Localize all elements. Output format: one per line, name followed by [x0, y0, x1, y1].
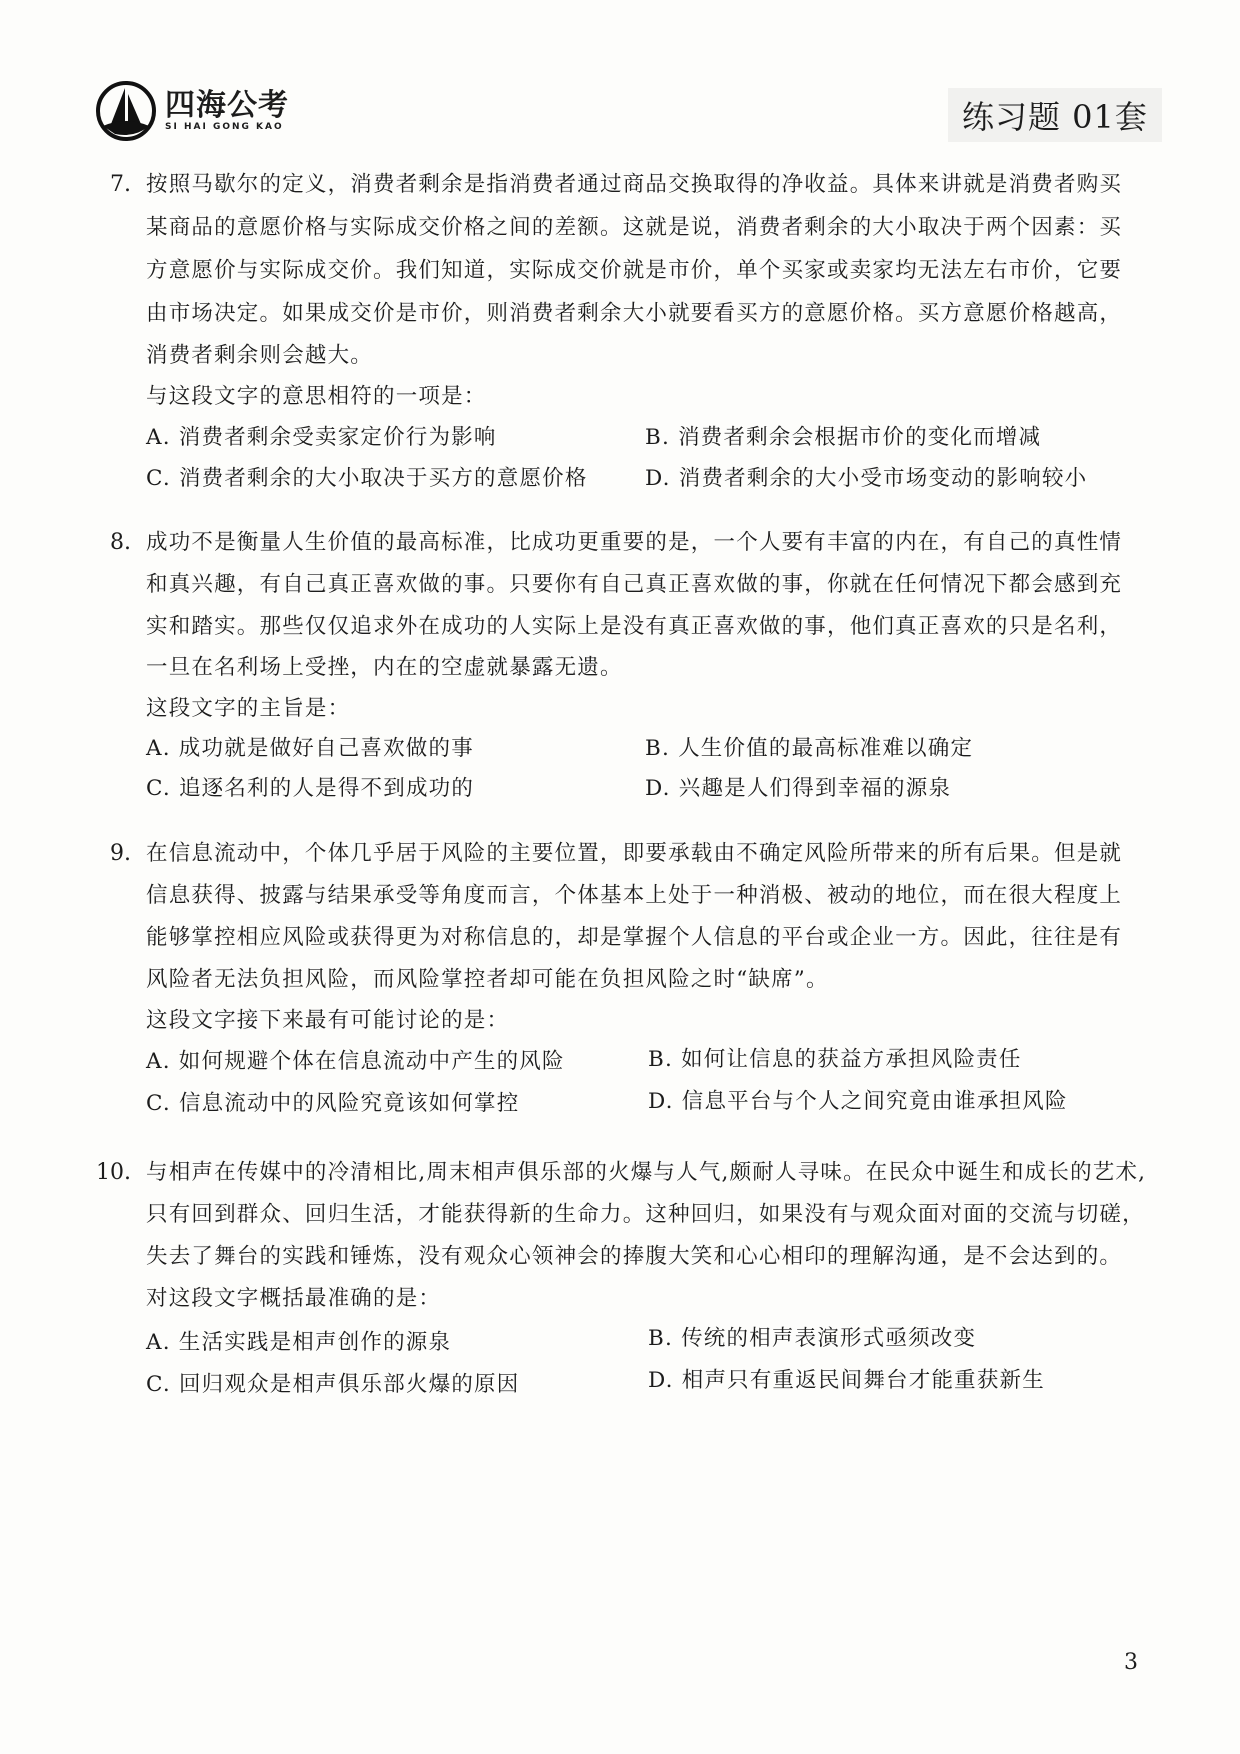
question-number: 8.	[110, 530, 131, 555]
question-prompt: 与这段文字的意思相符的一项是：	[146, 384, 487, 409]
passage-line: 只有回到群众、回归生活，才能获得新的生命力。这种回归，如果没有与观众面对面的交流与切磋，	[146, 1202, 1145, 1227]
passage-line: 信息获得、披露与结果承受等角度而言，个体基本上处于一种消极、被动的地位，而在很大程度上	[146, 883, 1123, 908]
passage-line: 失去了舞台的实践和锤炼，没有观众心领神会的捧腹大笑和心心相印的理解沟通，是不会达到的。	[146, 1244, 1123, 1269]
option-c: C. 消费者剩余的大小取决于买方的意愿价格	[146, 466, 588, 491]
passage-line: 在信息流动中，个体几乎居于风险的主要位置，即要承载由不确定风险所带来的所有后果。但是就	[146, 841, 1123, 866]
option-d: D. 消费者剩余的大小受市场变动的影响较小	[645, 466, 1088, 491]
passage-line: 某商品的意愿价格与实际成交价格之间的差额。这就是说，消费者剩余的大小取决于两个因素：买	[146, 215, 1123, 240]
question-number: 9.	[110, 841, 131, 866]
passage-line: 消费者剩余则会越大。	[146, 343, 374, 368]
option-a: A. 如何规避个体在信息流动中产生的风险	[146, 1049, 565, 1074]
passage-line: 由市场决定。如果成交价是市价，则消费者剩余大小就要看买方的意愿价格。买方意愿价格越高，	[146, 301, 1123, 326]
option-b: B. 消费者剩余会根据市价的变化而增减	[645, 425, 1042, 450]
logo-pinyin-name: SI HAI GONG KAO	[165, 122, 284, 132]
option-c: C. 回归观众是相声俱乐部火爆的原因	[146, 1372, 520, 1397]
option-d: D. 兴趣是人们得到幸福的源泉	[645, 776, 952, 801]
publisher-logo	[95, 80, 289, 142]
passage-line: 实和踏实。那些仅仅追求外在成功的人实际上是没有真正喜欢做的事，他们真正喜欢的只是名利，	[146, 614, 1123, 639]
option-b: B. 传统的相声表演形式亟须改变	[648, 1326, 977, 1351]
question-number: 10.	[96, 1160, 131, 1185]
option-a: A. 成功就是做好自己喜欢做的事	[146, 736, 474, 761]
logo-chinese-name: 四海公考	[165, 88, 289, 123]
option-c: C. 追逐名利的人是得不到成功的	[146, 776, 475, 801]
page-number: 3	[1124, 1650, 1138, 1675]
option-a: A. 生活实践是相声创作的源泉	[146, 1330, 452, 1355]
passage-line: 能够掌控相应风险或获得更为对称信息的，却是掌握个人信息的平台或企业一方。因此，往往是有	[146, 925, 1123, 950]
passage-line: 方意愿价与实际成交价。我们知道，实际成交价就是市价，单个买家或卖家均无法左右市价，它要	[146, 258, 1123, 283]
question-prompt: 这段文字接下来最有可能讨论的是：	[146, 1008, 510, 1033]
option-d: D. 信息平台与个人之间究竟由谁承担风险	[648, 1089, 1068, 1114]
question-prompt: 对这段文字概括最准确的是：	[146, 1286, 442, 1311]
passage-line: 一旦在名利场上受挫，内在的空虚就暴露无遗。	[146, 655, 623, 680]
option-c: C. 信息流动中的风险究竟该如何掌控	[146, 1091, 520, 1116]
passage-line: 风险者无法负担风险，而风险掌控者却可能在负担风险之时“缺席”。	[146, 967, 829, 992]
option-a: A. 消费者剩余受卖家定价行为影响	[146, 425, 497, 450]
passage-line: 和真兴趣，有自己真正喜欢做的事。只要你有自己真正喜欢做的事，你就在任何情况下都会感到充	[146, 572, 1123, 597]
exercise-set-title: 练习题 01套	[948, 88, 1162, 142]
option-d: D. 相声只有重返民间舞台才能重获新生	[648, 1368, 1045, 1393]
question-prompt: 这段文字的主旨是：	[146, 696, 351, 721]
passage-line: 与相声在传媒中的冷清相比,周末相声俱乐部的火爆与人气,颇耐人寻味。在民众中诞生和成长的艺术,	[146, 1160, 1147, 1185]
passage-line: 按照马歇尔的定义，消费者剩余是指消费者通过商品交换取得的净收益。具体来讲就是消费者购买	[146, 172, 1123, 197]
option-b: B. 如何让信息的获益方承担风险责任	[648, 1047, 1022, 1072]
passage-line: 成功不是衡量人生价值的最高标准，比成功更重要的是，一个人要有丰富的内在，有自己的真性情	[146, 530, 1123, 555]
question-number: 7.	[110, 172, 131, 197]
option-b: B. 人生价值的最高标准难以确定	[645, 736, 974, 761]
sailboat-logo-icon	[95, 80, 157, 142]
